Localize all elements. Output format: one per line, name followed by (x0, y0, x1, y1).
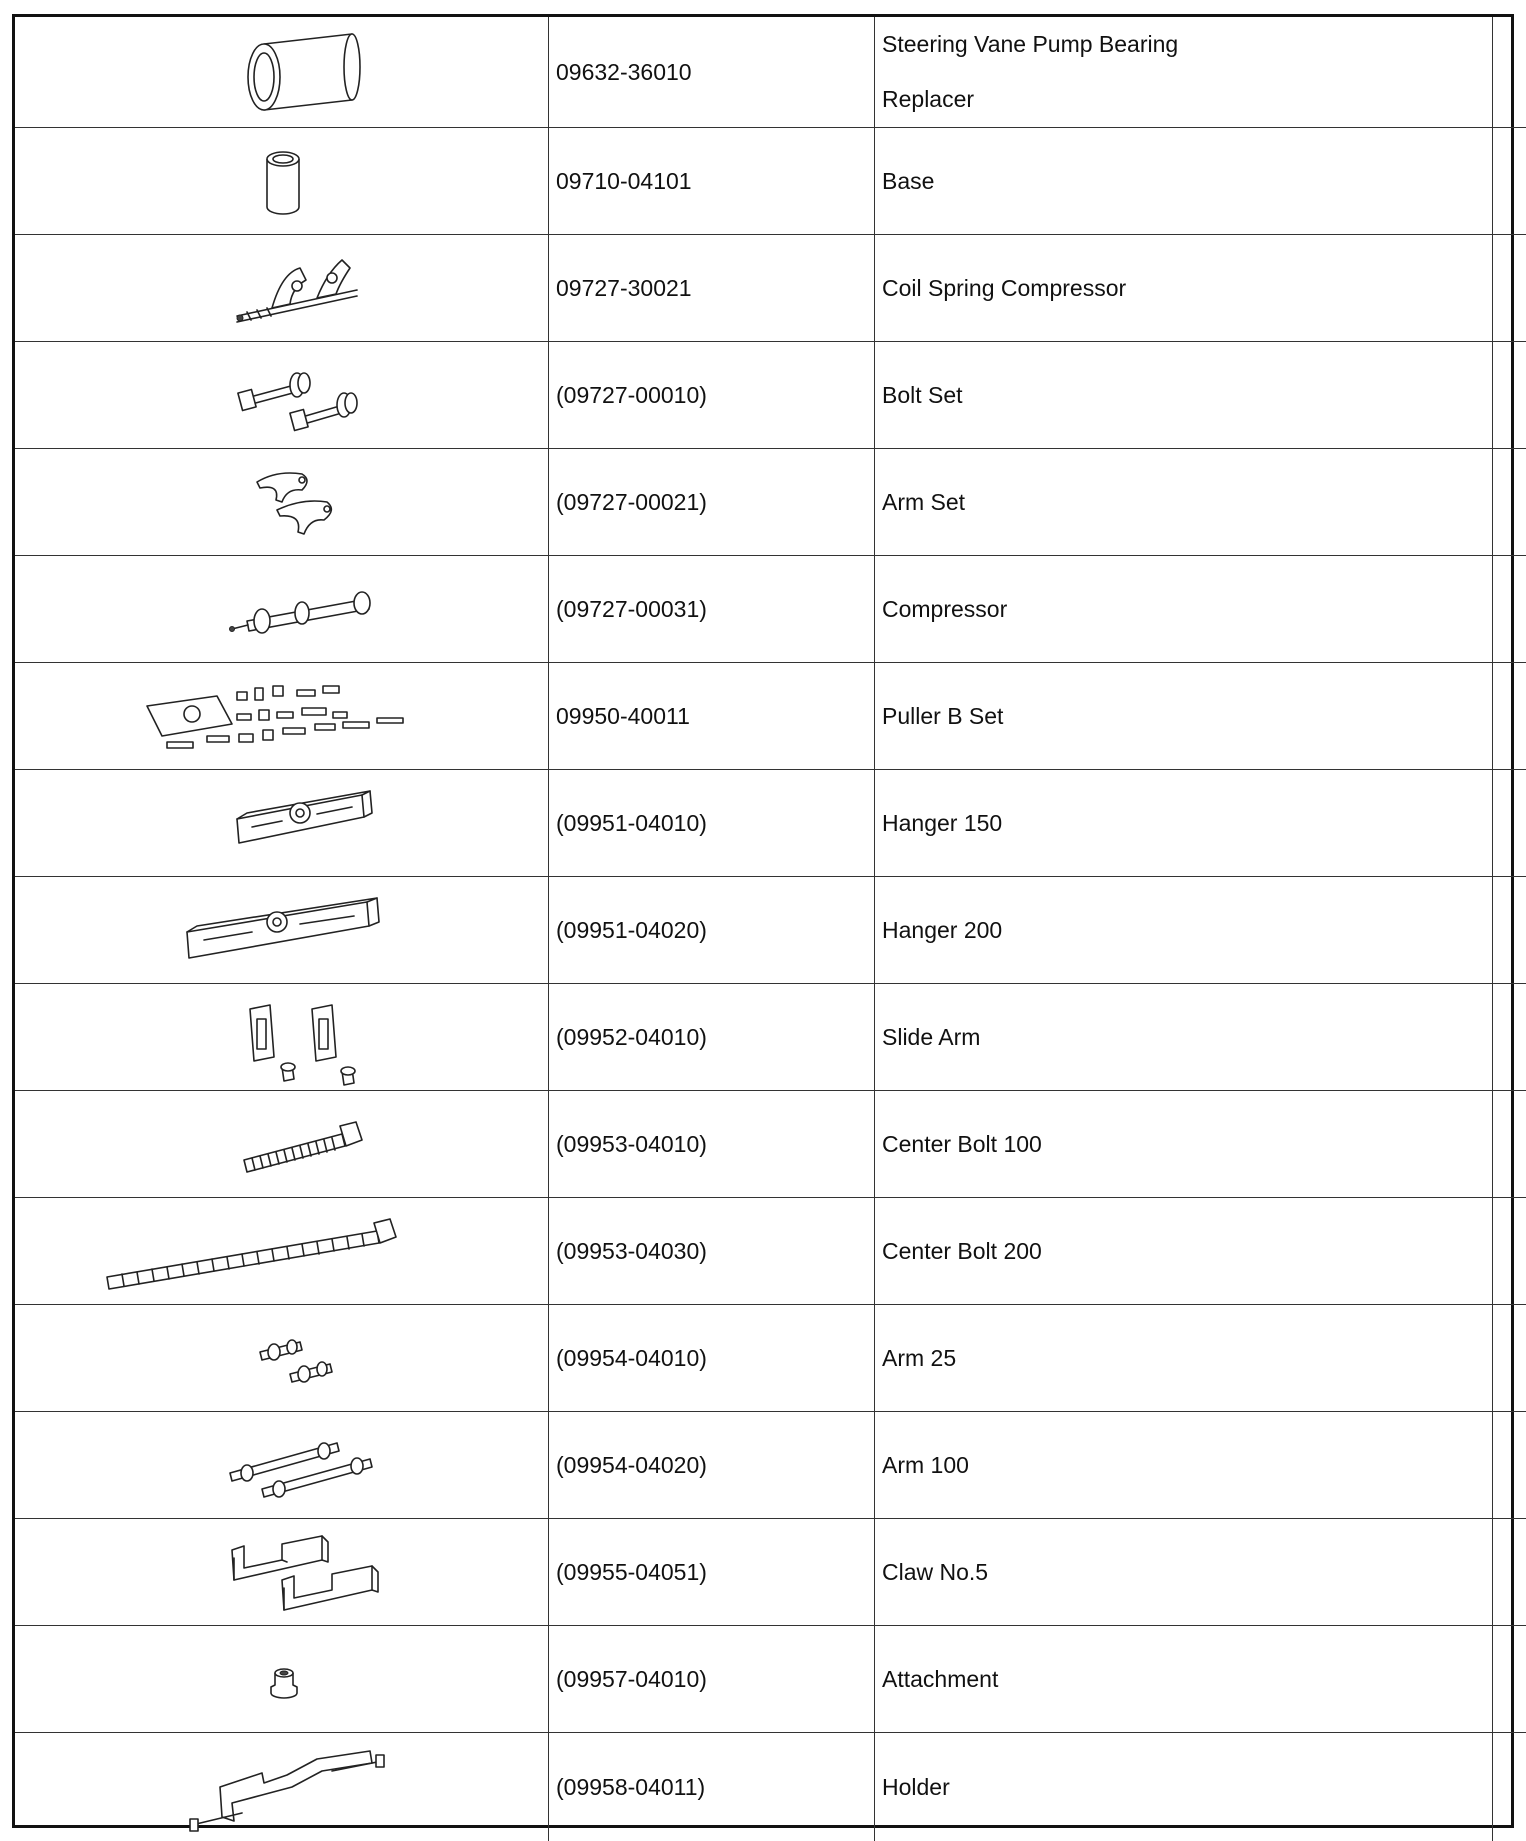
tool-name-line: Compressor (882, 582, 1492, 637)
arm-100-icon (152, 1415, 412, 1515)
part-number: (09953-04010) (549, 1091, 875, 1198)
tool-name (875, 1412, 1493, 1519)
illustration-cell (15, 1412, 549, 1519)
table-row (15, 235, 1526, 342)
part-number: (09951-04020) (549, 877, 875, 984)
part-number: 09710-04101 (549, 128, 875, 235)
tool-name (875, 1519, 1493, 1626)
table-row (15, 877, 1526, 984)
blank-cell (1493, 877, 1526, 984)
blank-cell (1493, 1091, 1526, 1198)
tool-name (875, 984, 1493, 1091)
tool-name (875, 877, 1493, 984)
table-row (15, 663, 1526, 770)
blank-cell (1493, 1412, 1526, 1519)
tool-name (875, 770, 1493, 877)
table-row (15, 342, 1526, 449)
tool-name (875, 128, 1493, 235)
table-row (15, 1412, 1526, 1519)
hanger-200-icon (132, 880, 432, 980)
tool-name-line: Puller B Set (882, 689, 1492, 744)
table-row (15, 556, 1526, 663)
table-row (15, 1091, 1526, 1198)
hanger-150-icon (152, 773, 412, 873)
special-tools-table-frame (12, 14, 1514, 1828)
blank-cell (1493, 770, 1526, 877)
tool-name (875, 17, 1493, 128)
blank-cell (1493, 1305, 1526, 1412)
table-row (15, 984, 1526, 1091)
table-row (15, 449, 1526, 556)
blank-cell (1493, 1626, 1526, 1733)
special-tools-table (15, 17, 1526, 1841)
tool-name (875, 1733, 1493, 1841)
tool-name (875, 449, 1493, 556)
arm-set-icon (152, 452, 412, 552)
illustration-cell (15, 663, 549, 770)
table-row (15, 770, 1526, 877)
illustration-cell (15, 1305, 549, 1412)
part-number: (09954-04020) (549, 1412, 875, 1519)
compressor-icon (152, 559, 412, 659)
tool-name-line: Arm Set (882, 475, 1492, 530)
table-row (15, 1305, 1526, 1412)
part-number: (09954-04010) (549, 1305, 875, 1412)
tool-name-line: Base (882, 154, 1492, 209)
blank-cell (1493, 663, 1526, 770)
tool-name-line: Attachment (882, 1652, 1492, 1707)
illustration-cell (15, 556, 549, 663)
illustration-cell (15, 1626, 549, 1733)
tool-name-line: Holder (882, 1760, 1492, 1815)
illustration-cell (15, 17, 549, 128)
blank-cell (1493, 556, 1526, 663)
part-number: (09955-04051) (549, 1519, 875, 1626)
part-number: (09952-04010) (549, 984, 875, 1091)
table-row (15, 17, 1526, 128)
table-row (15, 1519, 1526, 1626)
center-bolt-100-icon (152, 1094, 412, 1194)
tool-name (875, 1305, 1493, 1412)
part-number: (09953-04030) (549, 1198, 875, 1305)
arm-25-icon (152, 1308, 412, 1408)
illustration-cell (15, 877, 549, 984)
tool-name-line: Arm 100 (882, 1438, 1492, 1493)
part-number: (09958-04011) (549, 1733, 875, 1841)
tool-name (875, 1198, 1493, 1305)
blank-cell (1493, 235, 1526, 342)
illustration-cell (15, 342, 549, 449)
tool-name-line: Arm 25 (882, 1331, 1492, 1386)
tool-name (875, 1626, 1493, 1733)
part-number: (09727-00010) (549, 342, 875, 449)
part-number: (09727-00021) (549, 449, 875, 556)
table-row (15, 1626, 1526, 1733)
tool-name (875, 556, 1493, 663)
illustration-cell (15, 128, 549, 235)
part-number: 09727-30021 (549, 235, 875, 342)
tool-name-line: Replacer (882, 72, 1492, 127)
tool-name-line: Center Bolt 100 (882, 1117, 1492, 1172)
part-number: (09957-04010) (549, 1626, 875, 1733)
illustration-cell (15, 1519, 549, 1626)
blank-cell (1493, 984, 1526, 1091)
bolt-set-icon (152, 345, 412, 445)
blank-cell (1493, 449, 1526, 556)
blank-cell (1493, 17, 1526, 128)
illustration-cell (15, 449, 549, 556)
illustration-cell (15, 1733, 549, 1841)
blank-cell (1493, 1519, 1526, 1626)
table-row (15, 1198, 1526, 1305)
blank-cell (1493, 128, 1526, 235)
attachment-icon (152, 1629, 412, 1729)
tool-name-line: Coil Spring Compressor (882, 261, 1492, 316)
center-bolt-200-icon (72, 1201, 492, 1301)
base-icon (152, 131, 412, 231)
coil-spring-compressor-icon (152, 238, 412, 338)
part-number: 09950-40011 (549, 663, 875, 770)
bearing-replacer-icon (152, 22, 412, 122)
part-number: (09951-04010) (549, 770, 875, 877)
illustration-cell (15, 1198, 549, 1305)
slide-arm-icon (152, 987, 412, 1087)
puller-set-icon (137, 666, 427, 766)
tool-name (875, 342, 1493, 449)
illustration-cell (15, 1091, 549, 1198)
part-number: 09632-36010 (549, 17, 875, 128)
tool-name-line: Hanger 150 (882, 796, 1492, 851)
tool-name (875, 1091, 1493, 1198)
tool-name-line: Slide Arm (882, 1010, 1492, 1065)
blank-cell (1493, 342, 1526, 449)
tool-name-line: Center Bolt 200 (882, 1224, 1492, 1279)
tool-name-line: Bolt Set (882, 368, 1492, 423)
tool-name (875, 235, 1493, 342)
tool-name (875, 663, 1493, 770)
claw-icon (152, 1522, 412, 1622)
holder-icon (132, 1737, 432, 1837)
illustration-cell (15, 770, 549, 877)
illustration-cell (15, 235, 549, 342)
tool-name-line: Claw No.5 (882, 1545, 1492, 1600)
illustration-cell (15, 984, 549, 1091)
part-number: (09727-00031) (549, 556, 875, 663)
tool-name-line: Hanger 200 (882, 903, 1492, 958)
tool-name-line: Steering Vane Pump Bearing (882, 17, 1492, 72)
table-row (15, 1733, 1526, 1841)
blank-cell (1493, 1733, 1526, 1841)
blank-cell (1493, 1198, 1526, 1305)
table-row (15, 128, 1526, 235)
